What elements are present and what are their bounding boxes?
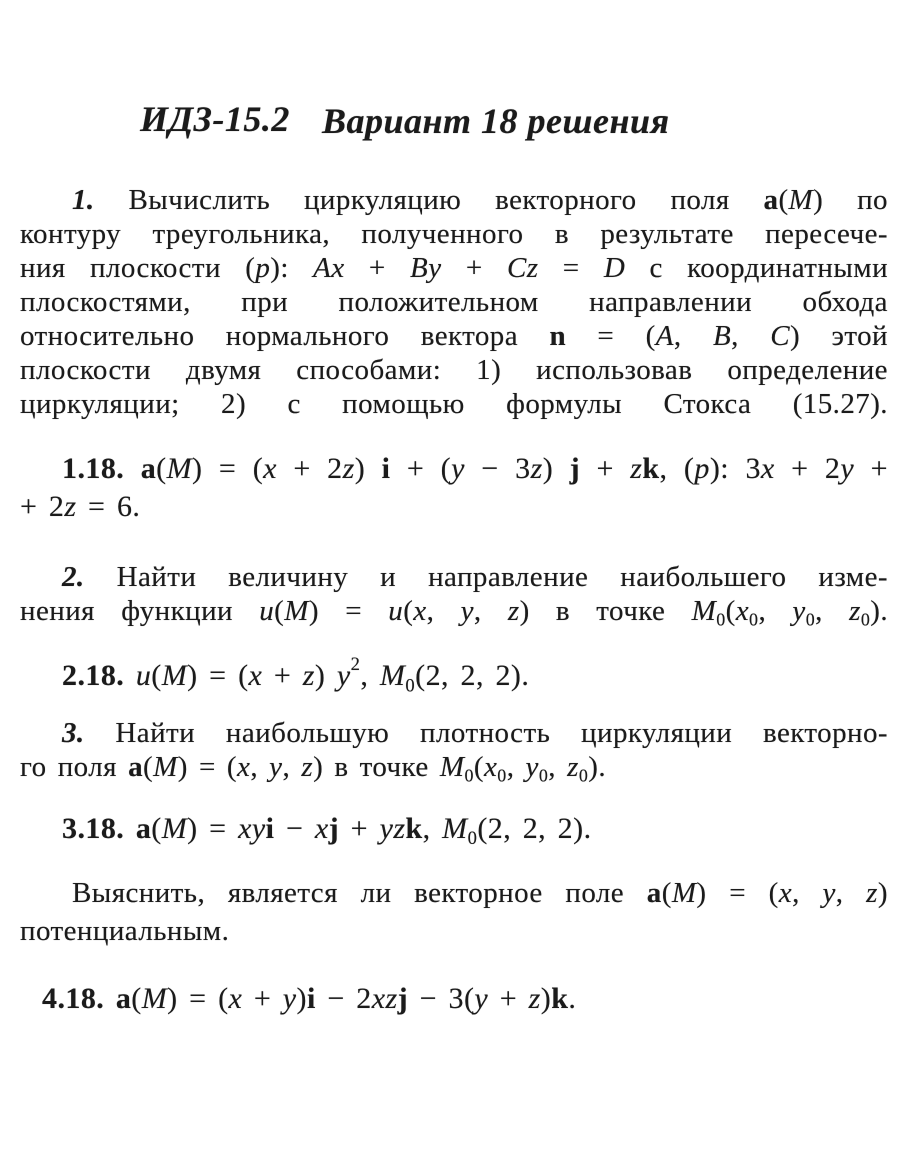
problem-2-statement (20, 560, 888, 636)
text-line: относительно нормального вектора n = (A, B, C) этой (20, 320, 888, 352)
formula-line: 2.18. u(M) = (x + z) $y^2$, $M_0(2$, 2, 2). (62, 654, 530, 697)
formula-line: 4.18. a(M) = (x + y)i − 2xzj − 3(y + z)k. (42, 982, 577, 1015)
formula-3-18 (20, 810, 888, 858)
formula-1-18 (20, 450, 888, 526)
text-line: 3. Найти наибольшую плотность циркуляции векторно- (62, 717, 888, 749)
problem-3-statement (20, 716, 888, 792)
variant-title: Вариант 18 решения (322, 101, 670, 141)
text-line: го поля a(M) = (x, y, z) в точке M0(x0, y0, z0). (20, 751, 607, 786)
formula-4-18 (20, 980, 888, 1018)
problem-1-statement (20, 183, 888, 421)
text-line: плоскостями, при положительном направлении обхода (20, 286, 888, 318)
formula-line: 1.18. a(M) = (x + 2z) i + (y − 3z) j + zk, (p): 3x + 2y + (62, 452, 888, 485)
text-line: потенциальным. (20, 915, 230, 947)
text-line: циркуляции; 2) с помощью формулы Стокса (15.27). (20, 388, 888, 420)
formula-line: + 2z = 6. (20, 490, 141, 523)
text-line: Выяснить, является ли векторное поле a(M) = (x, y, z) (72, 877, 888, 909)
document-header (0, 98, 910, 146)
text-line: ния плоскости (p): Ax + By + Cz = D с координатными (20, 252, 889, 284)
text-line: плоскости двумя способами: 1) использовав определение (20, 354, 888, 386)
assignment-code: ИДЗ-15.2 (140, 99, 290, 139)
text-line: 1. Вычислить циркуляцию векторного поля a(M) по (72, 184, 888, 216)
problem-4-statement (20, 874, 888, 950)
formula-2-18 (20, 646, 888, 705)
formula-line: 3.18. a(M) = xyi − xj + yzk, $M_0(2$, 2, 2). (62, 812, 592, 850)
text-line: контуру треугольника, полученного в результате пересече- (20, 218, 888, 250)
text-line: нения функции u(M) = u(x, y, z) в точке M0(x0, y0, z0). (20, 595, 889, 630)
text-line: 2. Найти величину и направление наибольшего изме- (62, 561, 888, 593)
